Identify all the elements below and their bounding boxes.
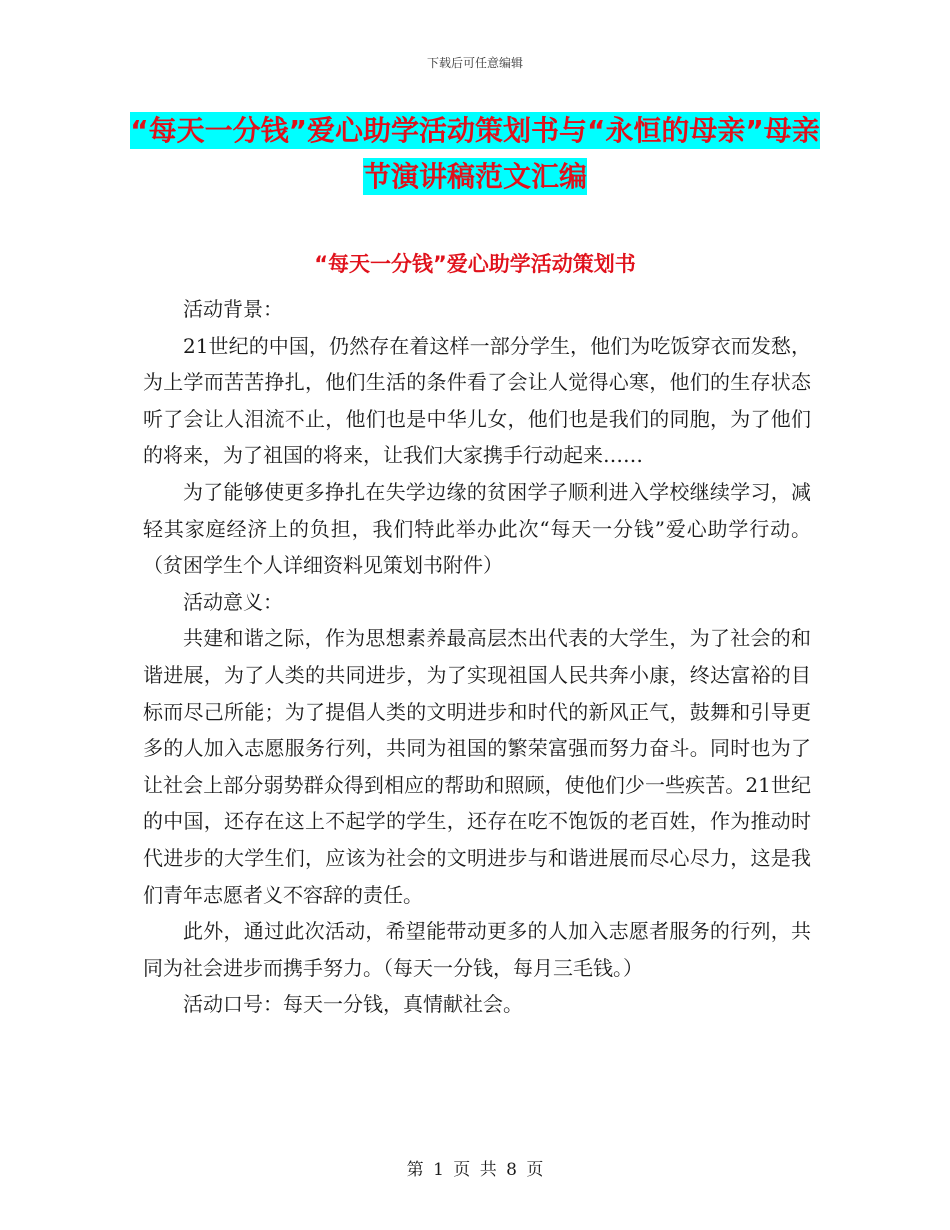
document-body <box>143 291 811 1023</box>
paragraph-significance: 共建和谐之际，作为思想素养最高层杰出代表的大学生，为了社会的和谐进展，为了人类的共同进步，为了实现祖国人民共奔小康，终达富裕的目标而尽己所能；为了提倡人类的文明进步和时代的新风正气，鼓舞和引导更多的人加入志愿服务行列，共同为祖国的繁荣富强而努力奋斗。同时也为了让社会上部分弱势群众得到相应的帮助和照顾，使他们少一些疾苦。21世纪的中国，还存在这上不起学的学生，还存在吃不饱饭的老百姓，作为推动时代进步的大学生们，应该为社会的文明进步与和谐进展而尽心尽力，这是我们青年志愿者义不容辞的责任。 <box>143 626 811 907</box>
header-note: 下载后可任意编辑 <box>426 56 523 70</box>
document-title-text: “每天一分钱”爱心助学活动策划书与“永恒的母亲”母亲节演讲稿范文汇编 <box>130 114 820 193</box>
paragraph-purpose: 为了能够使更多挣扎在失学边缘的贫困学子顺利进入学校继续学习，减轻其家庭经济上的负担，我们特此举办此次“每天一分钱”爱心助学行动。（贫困学生个人详细资料见策划书附件） <box>143 479 811 578</box>
paragraph-background: 21世纪的中国，仍然存在着这样一部分学生，他们为吃饭穿衣而发愁，为上学而苦苦挣扎，他们生活的条件看了会让人觉得心寒，他们的生存状态听了会让人泪流不止，他们也是中华儿女，他们也是我们的同胞，为了他们的将来，为了祖国的将来，让我们大家携手行动起来…… <box>143 333 811 468</box>
paragraph-slogan: 活动口号：每天一分钱，真情献社会。 <box>183 992 523 1017</box>
paragraph-background-heading: 活动背景： <box>183 297 283 321</box>
document-title <box>120 108 830 200</box>
page-number-footer: 第 1 页 共 8 页 <box>406 1160 544 1180</box>
paragraph-significance-heading: 活动意义： <box>183 589 283 614</box>
section-title: “每天一分钱”爱心助学活动策划书 <box>314 252 636 276</box>
paragraph-additional: 此外，通过此次活动，希望能带动更多的人加入志愿者服务的行列，共同为社会进步而携手努力。（每天一分钱，每月三毛钱。） <box>143 919 811 980</box>
